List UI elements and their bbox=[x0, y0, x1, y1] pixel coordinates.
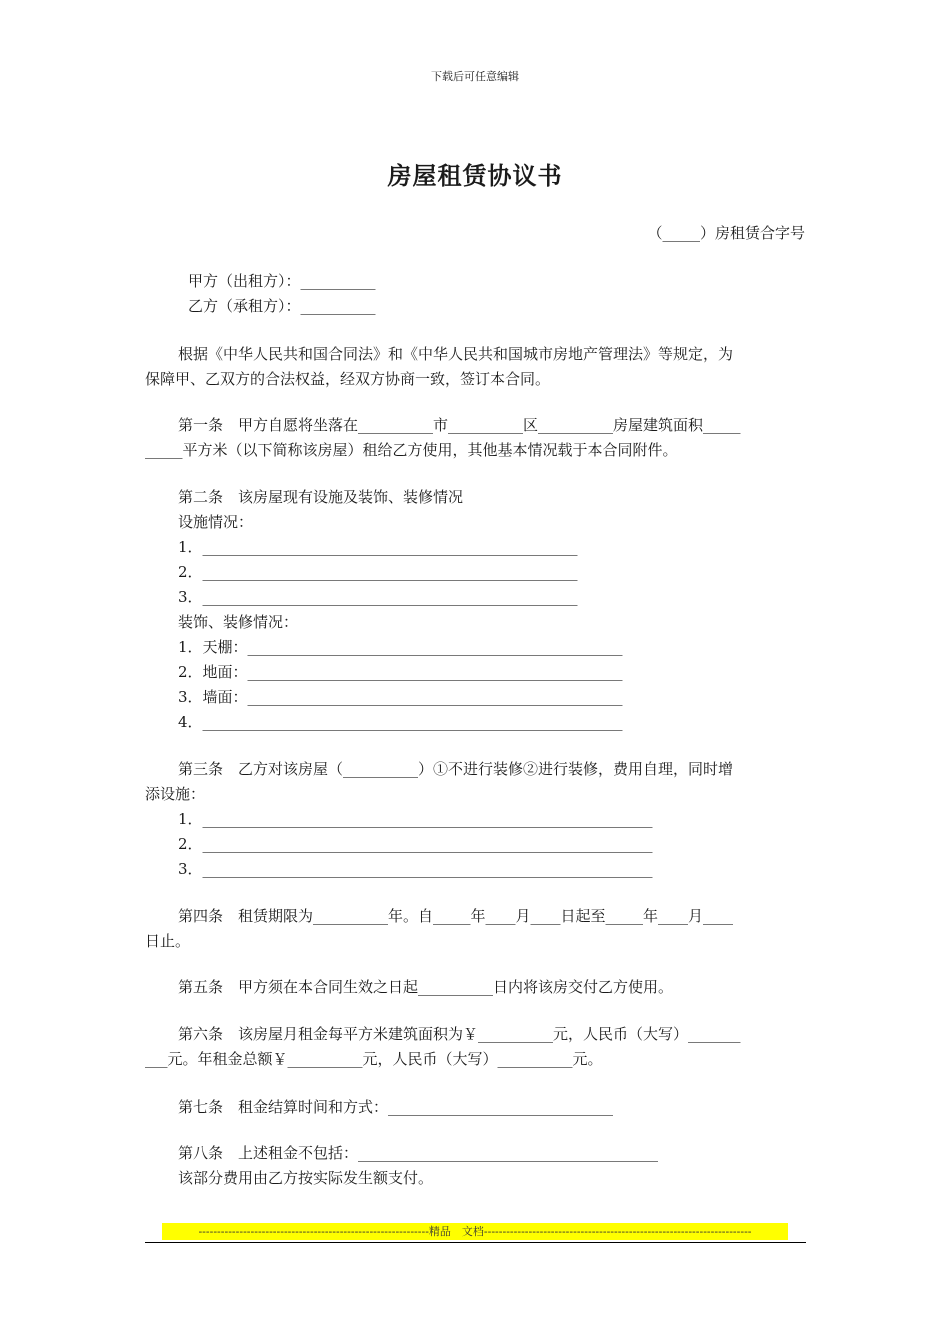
article-1-line: _____平方米（以下简称该房屋）租给乙方使用，其他基本情况载于本合同附件。 bbox=[145, 441, 678, 459]
article-1-line: 第一条 甲方自愿将坐落在__________市__________区__________房屋建筑面积_____ bbox=[178, 416, 741, 434]
article-5-line: 第五条 甲方须在本合同生效之日起__________日内将该房交付乙方使用。 bbox=[178, 978, 674, 996]
decoration-item: 2．地面：__________________________________________________ bbox=[178, 663, 623, 681]
decoration-item: 1．天棚：__________________________________________________ bbox=[178, 638, 623, 656]
preamble-line: 保障甲、乙双方的合法权益，经双方协商一致，签订本合同。 bbox=[145, 370, 551, 388]
decoration-item: 4．________________________________________________________ bbox=[178, 713, 623, 731]
article-3-item: 3．____________________________________________________________ bbox=[178, 860, 653, 878]
article-6-line: ___元。年租金总额￥__________元，人民币（大写）__________元。 bbox=[145, 1050, 603, 1068]
contract-reference-number: （_____）房租赁合字号 bbox=[647, 224, 805, 242]
document-title: 房屋租赁协议书 bbox=[387, 161, 563, 190]
article-8-note: 该部分费用由乙方按实际发生额支付。 bbox=[178, 1169, 434, 1187]
article-3-item: 2．____________________________________________________________ bbox=[178, 835, 653, 853]
preamble-line: 根据《中华人民共和国合同法》和《中华人民共和国城市房地产管理法》等规定，为 bbox=[178, 345, 734, 363]
footer-banner: --------------------------------------------------------------精品 文档------------------------------------------------------------------------ bbox=[162, 1223, 788, 1240]
facilities-label: 设施情况： bbox=[178, 513, 254, 531]
article-4-line: 日止。 bbox=[145, 932, 191, 950]
article-6-line: 第六条 该房屋月租金每平方米建筑面积为￥__________元，人民币（大写）_______ bbox=[178, 1025, 741, 1043]
article-7-line: 第七条 租金结算时间和方式：______________________________ bbox=[178, 1098, 614, 1116]
footer-rule bbox=[145, 1242, 806, 1243]
article-8-line: 第八条 上述租金不包括：________________________________________ bbox=[178, 1144, 659, 1162]
article-3-item: 1．____________________________________________________________ bbox=[178, 810, 653, 828]
article-3-line: 第三条 乙方对该房屋（__________）①不进行装修②进行装修，费用自理，同时增 bbox=[178, 760, 734, 778]
article-2-heading: 第二条 该房屋现有设施及装饰、装修情况 bbox=[178, 488, 464, 506]
decoration-item: 3．墙面：__________________________________________________ bbox=[178, 688, 623, 706]
facility-item: 2．__________________________________________________ bbox=[178, 563, 578, 581]
page-header: 下载后可任意编辑 bbox=[431, 70, 519, 83]
decoration-label: 装饰、装修情况： bbox=[178, 613, 299, 631]
facility-item: 1．__________________________________________________ bbox=[178, 538, 578, 556]
article-4-line: 第四条 租赁期限为__________年。自_____年____月____日起至_____年____月____ bbox=[178, 907, 734, 925]
facility-item: 3．__________________________________________________ bbox=[178, 588, 578, 606]
party-b-line: 乙方（承租方）：__________ bbox=[188, 297, 376, 315]
party-a-line: 甲方（出租方）：__________ bbox=[188, 272, 376, 290]
article-3-line: 添设施： bbox=[145, 785, 206, 803]
